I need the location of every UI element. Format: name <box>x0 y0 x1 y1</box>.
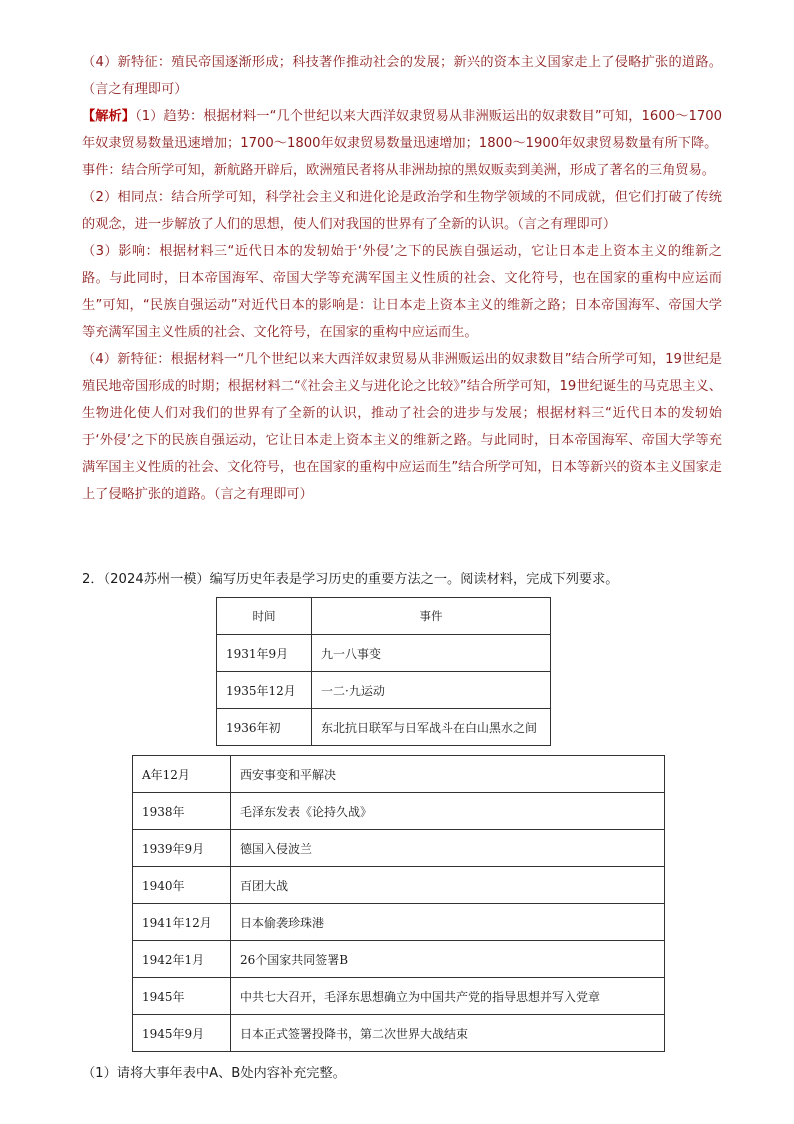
table-header-row <box>217 598 551 635</box>
event-cell: 一二·九运动 <box>312 672 551 709</box>
time-cell: 1940年 <box>133 867 231 904</box>
time-cell: 1945年 <box>133 978 231 1015</box>
table-row <box>133 867 665 904</box>
table-row <box>133 1015 665 1052</box>
time-cell: 1938年 <box>133 793 231 830</box>
table-row <box>133 904 665 941</box>
table-row <box>133 756 665 793</box>
analysis-paragraph-4: （3）影响：根据材料三“近代日本的发轫始于‘外侵’之下的民族自强运动，它让日本走上资本主义的维新之路。与此同时，日本帝国海军、帝国大学等充满军国主义性质的社会、文化符号，也在国家的重构中应运而生”可知，“民族自强运动”对近代日本的影响是：让日本走上资本主义的维新之路；日本帝国海军、帝国大学等充满军国主义性质的社会、文化符号，在国家的重构中应运而生。 <box>82 244 722 340</box>
analysis-text-1: （1）趋势：根据材料一“几个世纪以来大西洋奴隶贸易从非洲贩运出的奴隶数目”可知，1600～1700年奴隶贸易数量迅速增加；1700～1800年奴隶贸易数量迅速增加；1800～1900年奴隶贸易数量有所下降。 <box>82 109 722 151</box>
time-cell: A年12月 <box>133 756 231 793</box>
table-row <box>217 709 551 746</box>
event-cell: 中共七大召开，毛泽东思想确立为中国共产党的指导思想并写入党章 <box>231 978 665 1015</box>
event-cell: 德国入侵波兰 <box>231 830 665 867</box>
header-time: 时间 <box>217 598 312 635</box>
table-row <box>217 635 551 672</box>
answer-section <box>82 49 722 508</box>
event-cell: 日本偷袭珍珠港 <box>231 904 665 941</box>
time-cell: 1936年初 <box>217 709 312 746</box>
answer-point-4: （4）新特征：殖民帝国逐渐形成；科技著作推动社会的发展；新兴的资本主义国家走上了侵略扩张的道路。（言之有理即可） <box>82 55 722 97</box>
timeline-table-1 <box>216 597 551 746</box>
event-cell: 日本正式签署投降书，第二次世界大战结束 <box>231 1015 665 1052</box>
event-cell: 百团大战 <box>231 867 665 904</box>
sub-question-1: （1）请将大事年表中A、B处内容补充完整。 <box>82 1066 346 1081</box>
event-cell: 26个国家共同签署B <box>231 941 665 978</box>
question-2-stem: 2．（2024苏州一模）编写历史年表是学习历史的重要方法之一。阅读材料，完成下列要求。 <box>82 572 619 587</box>
time-cell: 1942年1月 <box>133 941 231 978</box>
analysis-label: 【解析】 <box>82 109 136 124</box>
event-cell: 九一八事变 <box>312 635 551 672</box>
time-cell: 1935年12月 <box>217 672 312 709</box>
event-cell: 东北抗日联军与日军战斗在白山黑水之间 <box>312 709 551 746</box>
analysis-paragraph-3: （2）相同点：结合所学可知，科学社会主义和进化论是政治学和生物学领域的不同成就，但它们打破了传统的观念，进一步解放了人们的思想，使人们对我国的世界有了全新的认识。（言之有理即可） <box>82 190 722 232</box>
event-cell: 西安事变和平解决 <box>231 756 665 793</box>
analysis-paragraph-2: 事件：结合所学可知，新航路开辟后，欧洲殖民者将从非洲劫掠的黑奴贩卖到美洲，形成了著名的三角贸易。 <box>82 163 715 178</box>
event-cell: 毛泽东发表《论持久战》 <box>231 793 665 830</box>
timeline-table-2 <box>132 755 665 1052</box>
table-row <box>133 793 665 830</box>
time-cell: 1945年9月 <box>133 1015 231 1052</box>
table-row <box>133 978 665 1015</box>
analysis-paragraph-5: （4）新特征：根据材料一“几个世纪以来大西洋奴隶贸易从非洲贩运出的奴隶数目”结合所学可知，19世纪是殖民地帝国形成的时期；根据材料二“《社会主义与进化论之比较》”结合所学可知，19世纪诞生的马克思主义、生物进化使人们对我们的世界有了全新的认识，推动了社会的进步与发展；根据材料三“近代日本的发轫始于‘外侵’之下的民族自强运动，它让日本走上资本主义的维新之路。与此同时，日本帝国海军、帝国大学等充满军国主义性质的社会、文化符号，也在国家的重构中应运而生”结合所学可知，日本等新兴的资本主义国家走上了侵略扩张的道路。（言之有理即可） <box>82 352 722 502</box>
time-cell: 1939年9月 <box>133 830 231 867</box>
time-cell: 1941年12月 <box>133 904 231 941</box>
table-row <box>217 672 551 709</box>
table-row <box>133 830 665 867</box>
time-cell: 1931年9月 <box>217 635 312 672</box>
table-row <box>133 941 665 978</box>
header-event: 事件 <box>312 598 551 635</box>
analysis-paragraph-1 <box>82 103 722 157</box>
